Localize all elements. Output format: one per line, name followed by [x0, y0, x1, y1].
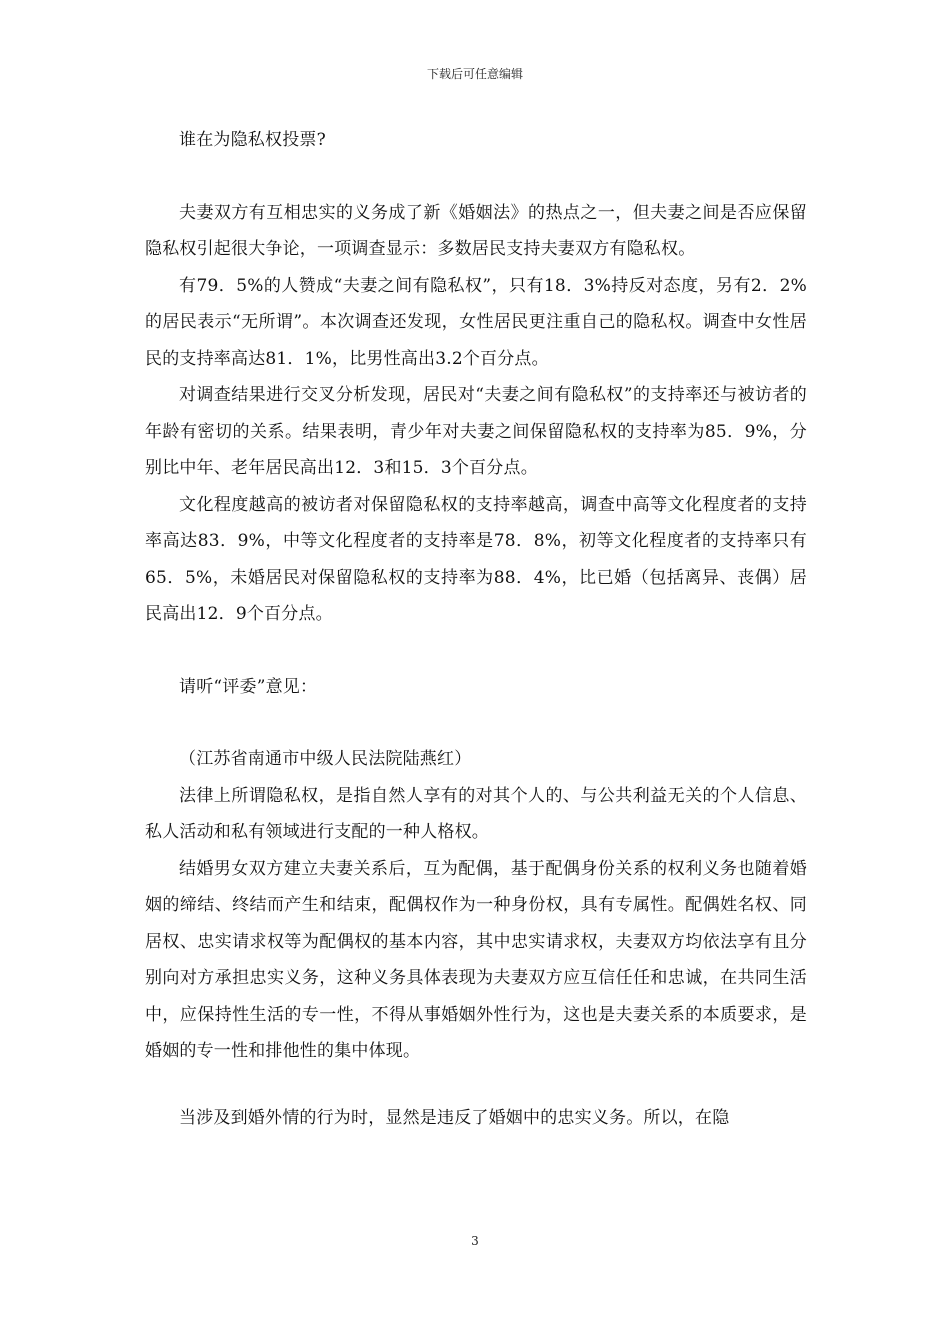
- spacer: [145, 633, 807, 669]
- spacer: [145, 1070, 807, 1100]
- paragraph-privacy-definition: 法律上所谓隐私权，是指自然人享有的对其个人的、与公共利益无关的个人信息、私人活动和私有领域进行支配的一种人格权。: [145, 785, 807, 842]
- paragraph-spousal-rights: 结婚男女双方建立夫妻关系后，互为配偶，基于配偶身份关系的权利义务也随着婚姻的缔结、终结而产生和结束，配偶权作为一种身份权，具有专属性。配偶姓名权、同居权、忠实请求权等为配偶权的基本内容，其中忠实请求权，夫妻双方均依法享有且分别向对方承担忠实义务，这种义务具体表现为夫妻双方应互信任任和忠诚，在共同生活中，应保持性生活的专一性，不得从事婚姻外性行为，这也是夫妻关系的本质要求，是婚姻的专一性和排他性的集中体现。: [145, 858, 807, 1061]
- paragraph-education-analysis: 文化程度越高的被访者对保留隐私权的支持率越高，调查中高等文化程度者的支持率高达83．9%，中等文化程度者的支持率是78．8%，初等文化程度者的支持率只有65．5%，未婚居民对保留隐私权的支持率为88．4%，比已婚（包括离异、丧偶）居民高出12．9个百分点。: [145, 494, 807, 624]
- section-heading-judges: 请听“评委”意见：: [179, 676, 318, 697]
- paragraph-intro: 夫妻双方有互相忠实的义务成了新《婚姻法》的热点之一，但夫妻之间是否应保留隐私权引起很大争论，一项调查显示：多数居民支持夫妻双方有隐私权。: [145, 202, 807, 259]
- paragraph-age-analysis: 对调查结果进行交叉分析发现，居民对“夫妻之间有隐私权”的支持率还与被访者的年龄有密切的关系。结果表明，青少年对夫妻之间保留隐私权的支持率为85．9%，分别比中年、老年居民高出12．3和15．3个百分点。: [145, 385, 807, 478]
- section-heading-survey: 谁在为隐私权投票?: [179, 130, 326, 150]
- paragraph-extramarital: 当涉及到婚外情的行为时，显然是违反了婚姻中的忠实义务。所以，在隐: [179, 1107, 730, 1128]
- spacer: [145, 159, 807, 195]
- page-header-note: 下载后可任意编辑: [426, 67, 523, 81]
- paragraph-survey-results: 有79．5%的人赞成“夫妻之间有隐私权”，只有18．3%持反对态度，另有2．2%的居民表示“无所谓”。本次调查还发现，女性居民更注重自己的隐私权。调查中女性居民的支持率高达81．1%，比男性高出3.2个百分点。: [145, 275, 807, 369]
- spacer: [145, 705, 807, 741]
- document-body: [145, 122, 807, 1136]
- page-number: 3: [471, 1234, 479, 1248]
- source-attribution: （江苏省南通市中级人民法院陆燕红）: [179, 749, 472, 769]
